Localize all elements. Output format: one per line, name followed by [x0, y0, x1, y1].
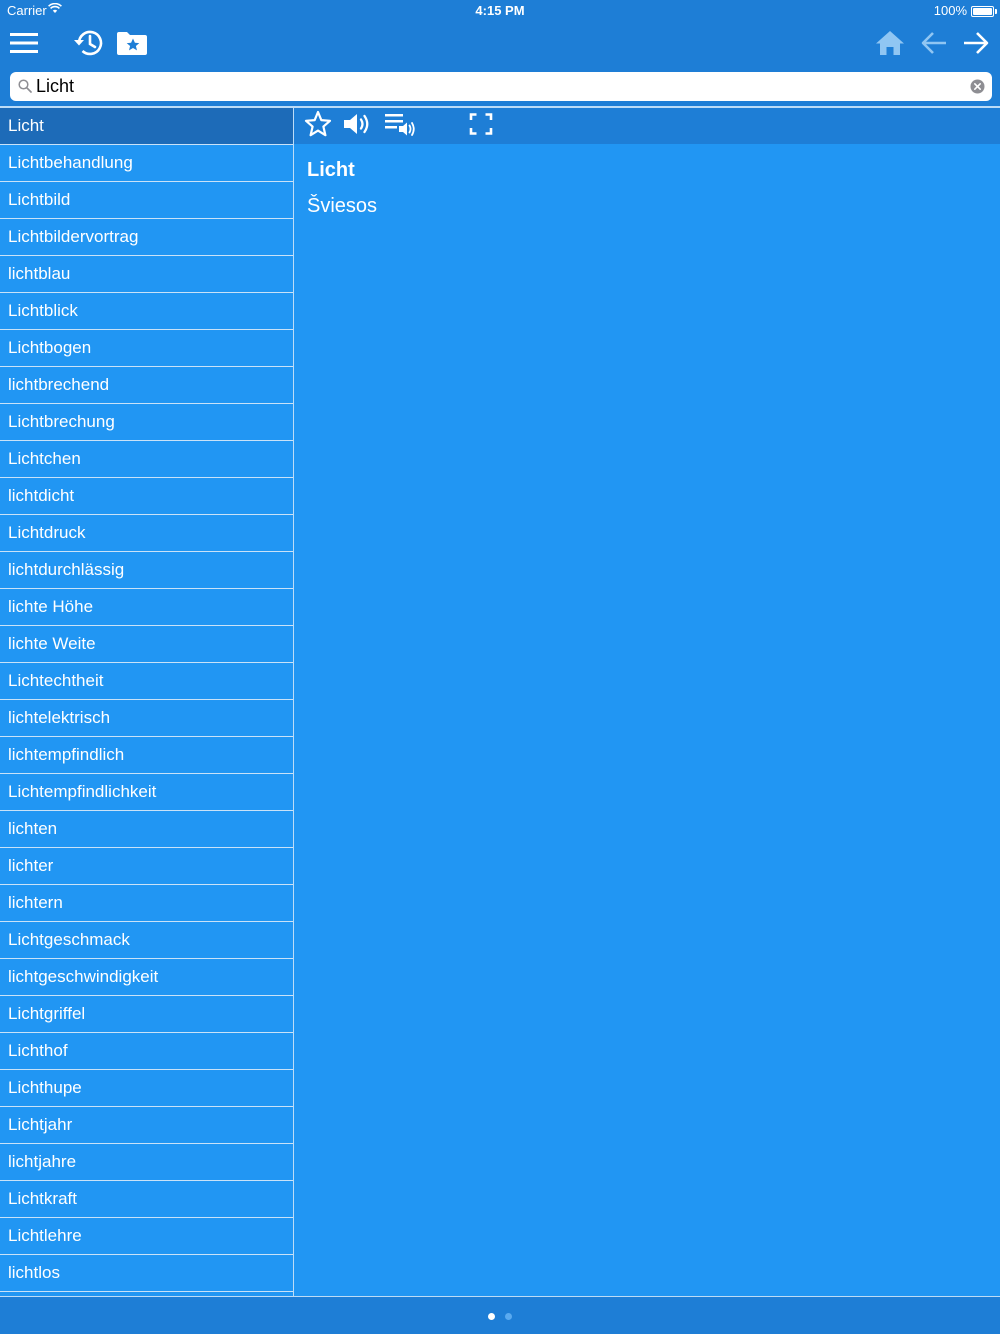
entry-translation: Šviesos: [307, 195, 378, 217]
list-item[interactable]: lichtgeschwindigkeit: [0, 959, 293, 996]
list-item[interactable]: Licht: [0, 108, 293, 145]
forward-button[interactable]: [958, 22, 994, 68]
clear-search-icon[interactable]: [970, 79, 985, 99]
search-icon: [18, 79, 32, 98]
history-button[interactable]: [70, 22, 106, 68]
home-button[interactable]: [872, 22, 908, 68]
main-toolbar: [0, 22, 1000, 68]
list-item[interactable]: Lichtchen: [0, 441, 293, 478]
list-item[interactable]: lichtblau: [0, 256, 293, 293]
list-item[interactable]: Lichtdruck: [0, 515, 293, 552]
list-item[interactable]: lichtbrechend: [0, 367, 293, 404]
menu-icon: [10, 32, 38, 59]
list-item[interactable]: Lichtblick: [0, 293, 293, 330]
page-dot-current[interactable]: [488, 1313, 495, 1320]
list-item[interactable]: Lichtjahr: [0, 1107, 293, 1144]
list-item[interactable]: Lichtbild: [0, 182, 293, 219]
list-item[interactable]: lichten: [0, 811, 293, 848]
fullscreen-button[interactable]: [464, 108, 498, 144]
favorite-button[interactable]: [302, 108, 334, 144]
fullscreen-icon: [469, 113, 493, 140]
back-button[interactable]: [916, 22, 952, 68]
home-icon: [875, 30, 905, 61]
entry-detail: [294, 144, 1000, 1296]
back-arrow-icon: [921, 31, 947, 60]
page-dot[interactable]: [505, 1313, 512, 1320]
playlist-speaker-icon: [384, 111, 416, 142]
entry-toolbar: [294, 108, 1000, 144]
clock-time: 4:15 PM: [475, 3, 525, 18]
battery-icon: [971, 6, 994, 17]
list-item[interactable]: Lichtgeschmack: [0, 922, 293, 959]
read-entry-button[interactable]: [382, 108, 418, 144]
list-item[interactable]: lichtjahre: [0, 1144, 293, 1181]
speaker-icon: [342, 111, 372, 142]
list-item[interactable]: lichte Höhe: [0, 589, 293, 626]
list-item[interactable]: lichtdicht: [0, 478, 293, 515]
list-item[interactable]: Lichtempfindlichkeit: [0, 774, 293, 811]
list-item[interactable]: Lichtbrechung: [0, 404, 293, 441]
list-item[interactable]: lichter: [0, 848, 293, 885]
favorites-button[interactable]: [114, 22, 150, 68]
star-icon: [304, 110, 332, 142]
list-item[interactable]: Lichtkraft: [0, 1181, 293, 1218]
bottom-bar: [0, 1296, 1000, 1334]
list-item[interactable]: Lichtgriffel: [0, 996, 293, 1033]
search-box: [10, 72, 992, 101]
carrier-label: Carrier: [7, 3, 47, 18]
list-item[interactable]: Lichtlehre: [0, 1218, 293, 1255]
search-input[interactable]: [36, 72, 966, 101]
list-item[interactable]: Lichthupe: [0, 1070, 293, 1107]
list-item[interactable]: Lichtechtheit: [0, 663, 293, 700]
history-icon: [72, 29, 104, 62]
list-item[interactable]: lichte Weite: [0, 626, 293, 663]
list-item[interactable]: lichtempfindlich: [0, 737, 293, 774]
list-item[interactable]: lichtelektrisch: [0, 700, 293, 737]
entry-headword: Licht: [307, 159, 355, 181]
menu-button[interactable]: [6, 22, 42, 68]
list-item[interactable]: Lichtbildervortrag: [0, 219, 293, 256]
status-bar: [0, 0, 1000, 22]
forward-arrow-icon: [963, 31, 989, 60]
list-item[interactable]: lichtern: [0, 885, 293, 922]
list-item[interactable]: lichtlos: [0, 1255, 293, 1292]
list-item[interactable]: Lichthof: [0, 1033, 293, 1070]
search-bar: [0, 68, 1000, 106]
pronounce-button[interactable]: [340, 108, 374, 144]
list-item[interactable]: Lichtbehandlung: [0, 145, 293, 182]
word-list: [0, 108, 293, 1296]
list-item[interactable]: Lichtbogen: [0, 330, 293, 367]
favorites-folder-icon: [116, 30, 148, 61]
list-item[interactable]: lichtdurchlässig: [0, 552, 293, 589]
battery-percentage: 100%: [933, 3, 967, 18]
